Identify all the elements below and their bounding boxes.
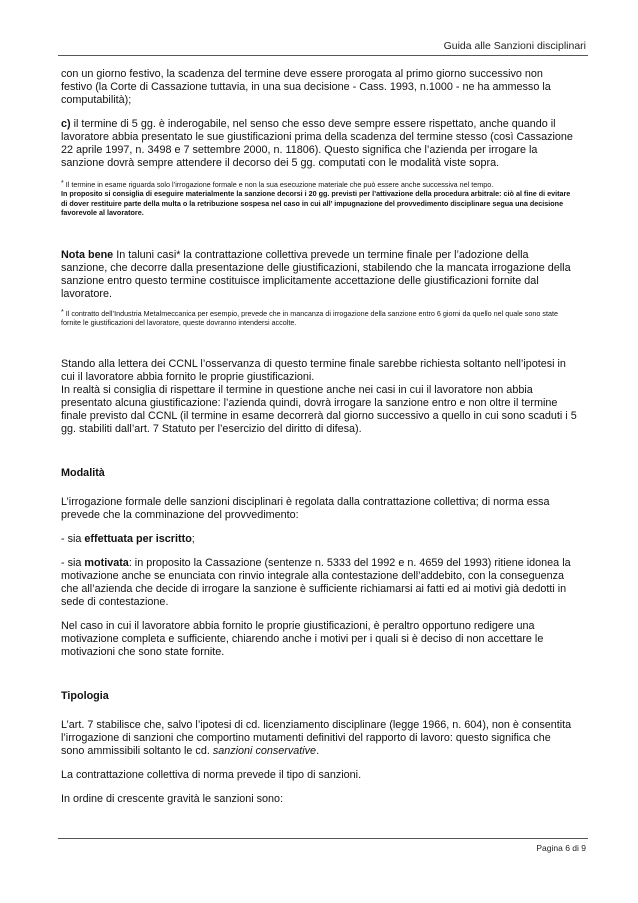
paragraph-festivo: con un giorno festivo, la scadenza del termine deve essere prorogata al primo giorno successivo non festivo (la Corte di Cassazione tuttavia, in una sua decisione - Cass. 1993, n.1000 - ne ha ammesso la computabilità);: [61, 68, 551, 106]
footer-divider: [58, 838, 588, 839]
sanzioni-conservative: sanzioni conservative: [212, 744, 317, 757]
header-divider: [58, 55, 588, 56]
document-body: [61, 68, 577, 806]
paragraph-ccnl-line1: Stando alla lettera dei CCNL l’osservanza di questo termine finale sarebbe richiesta soltanto nell’ipotesi in cui il lavoratore abbia fornito le proprie giustificazioni.: [61, 357, 566, 383]
paragraph-ccnl-line2: In realtà si consiglia di rispettare il termine in questione anche nei casi in cui il lavoratore non abbia presentato alcuna giustificazione: l’azienda quindi, dovrà irrogare la sanzione entro e non oltre il termine finale previsto dal CCNL (il termine in esame decorrerà dal giorno successivo a quello in cui sono scaduti i 5 gg. stabiliti dall’art. 7 Statuto per l’esercizio del diritto di difesa).: [61, 383, 577, 435]
footnote-termine-bold: In proposito si consiglia di eseguire materialmente la sanzione decorsi i 20 gg. previsti per l’attivazione della procedura arbitrale: ciò al fine di evitare di dover restituire parte della multa o la retribuzione sospesa nel caso in cui all’ impugnazione del provvedimento disciplinare segua una decisione favorevole al lavoratore.: [61, 189, 571, 217]
paragraph-ccnl: [61, 358, 577, 436]
footnote-termine: [61, 180, 577, 217]
heading-modalita: Modalità: [61, 466, 105, 479]
list-item-motivata: - sia motivata: in proposito la Cassazione (sentenze n. 5333 del 1992 e n. 4659 del 1993) ritiene idonea la motivazione anche se enunciata con rinvio integrale alla contestazione dell’addebito, con la conseguenza che all’azienda che decide di irrogare la sanzione è sufficiente richiamarsi ai fatti ed ai motivi già dedotti in sede di contestazione.: [61, 556, 571, 608]
footnote-metalmeccanica: [61, 309, 577, 328]
paragraph-c: [61, 118, 577, 170]
list-item-iscritto: - sia effettuata per iscritto;: [61, 532, 195, 545]
footnote-star: *: [61, 180, 64, 187]
paragraph-giustificazioni: Nel caso in cui il lavoratore abbia fornito le proprie giustificazioni, è peraltro opportuno redigere una motivazione completa e sufficiente, chiarendo anche i motivi per i quali si è deciso di non accettare le motivazioni che sono state fornite.: [61, 619, 544, 658]
footnote-metalmeccanica-text: Il contratto dell’Industria Metalmeccanica per esempio, prevede che in mancanza di irrogazione della sanzione entro 6 giorni da quello nel quale sono state fornite le giustificazioni del lavoratore, queste dovranno intendersi accolte.: [61, 309, 558, 328]
paragraph-contrattazione: La contrattazione collettiva di norma prevede il tipo di sanzioni.: [61, 768, 362, 781]
paragraph-art7: L’art. 7 stabilisce che, salvo l’ipotesi di cd. licenziamento disciplinare (legge 1966, n. 604), non è consentita l’irrogazione di sanzioni che comportino mutamenti definitivi del rapporto di lavoro: questo significa che sono ammissibili soltanto le cd. sanzioni conservative.: [61, 718, 572, 757]
paragraph-modalita-intro: L’irrogazione formale delle sanzioni disciplinari è regolata dalla contrattazione collettiva; di norma essa prevede che la comminazione del provvedimento:: [61, 495, 550, 521]
page-header-title: Guida alle Sanzioni disciplinari: [443, 40, 586, 52]
nota-bene-text: In taluni casi* la contrattazione collettiva prevede un termine finale per l’adozione della sanzione, che decorre dalla presentazione delle giustificazioni, stabilendo che la mancata irrogazione della sanzione entro questo termine costituisce implicitamente accettazione delle giustificazioni fornite dal lavoratore.: [61, 249, 571, 301]
paragraph-c-text: il termine di 5 gg. è inderogabile, nel senso che esso deve sempre essere rispettato, anche quando il lavoratore abbia presentato le sue giustificazioni prima della scadenza del termine stesso (così Cassazione 22 aprile 1997, n. 3498 e 7 settembre 2000, n. 11806). Questo significa che l’azienda per irrogare la sanzione dovrà sempre attendere il decorso dei 5 gg. computati con le modalità viste sopra.: [61, 118, 573, 169]
paragraph-c-label: c): [61, 118, 71, 130]
nota-bene-label: Nota bene: [61, 249, 114, 262]
page-number: Pagina 6 di 9: [536, 843, 586, 853]
heading-tipologia: Tipologia: [61, 689, 109, 702]
paragraph-nota-bene: [61, 249, 577, 301]
footnote-termine-text: Il termine in esame riguarda solo l’irrogazione formale e non la sua esecuzione materiale che può essere anche successiva nel tempo.: [63, 180, 494, 189]
paragraph-ordine: In ordine di crescente gravità le sanzioni sono:: [61, 792, 284, 805]
footnote-star: *: [61, 309, 64, 317]
